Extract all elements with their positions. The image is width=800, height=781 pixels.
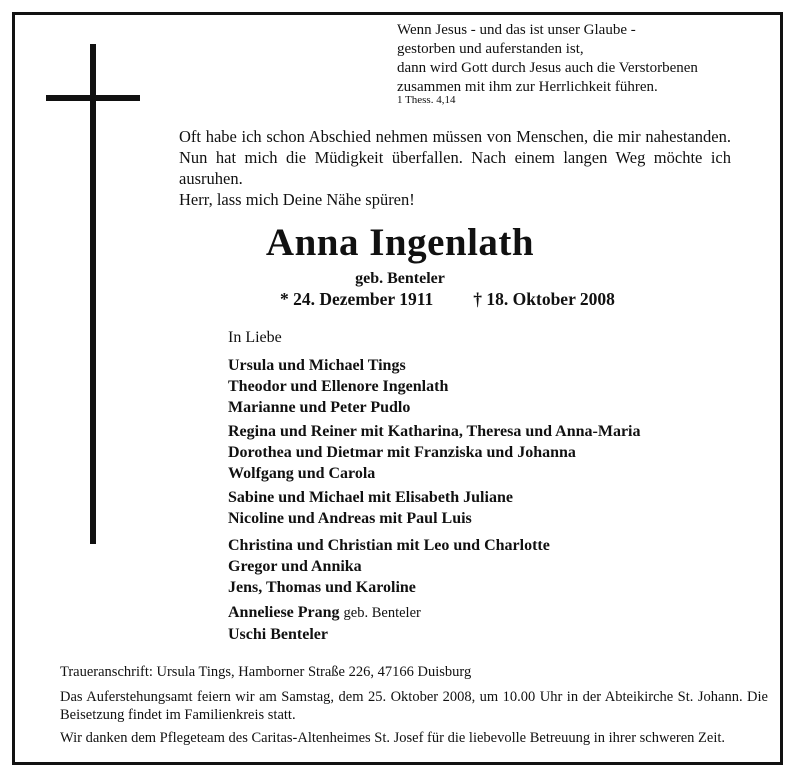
mourner-group bbox=[228, 487, 513, 529]
mourner-line: Jens, Thomas und Karoline bbox=[228, 579, 416, 596]
verse-line: gestorben und auferstanden ist, bbox=[397, 41, 584, 57]
mourner-line: Dorothea und Dietmar mit Franziska und Johanna bbox=[228, 444, 576, 461]
mourner-name: Anneliese Prang bbox=[228, 604, 340, 621]
verse-reference: 1 Thess. 4,14 bbox=[397, 94, 456, 106]
prayer-line: Herr, lass mich Deine Nähe spüren! bbox=[179, 190, 415, 209]
deceased-name: Anna Ingenlath bbox=[265, 221, 535, 264]
mourning-address: Traueranschrift: Ursula Tings, Hamborner Straße 226, 47166 Duisburg bbox=[60, 664, 472, 680]
mourner-line bbox=[228, 602, 421, 624]
thanks-note: Wir danken dem Pflegeteam des Caritas-Altenheimes St. Josef für die liebevolle Betreuung in ihrer schweren Zeit. bbox=[60, 730, 725, 746]
mourner-group bbox=[228, 602, 421, 645]
mourner-line: Theodor und Ellenore Ingenlath bbox=[228, 378, 449, 395]
farewell-poem: Oft habe ich schon Abschied nehmen müssen von Menschen, die mir nahestanden. Nun hat mich die Müdigkeit überfallen. Nach einem langen Weg möchte ich ausruhen. bbox=[179, 127, 731, 188]
in-love-intro: In Liebe bbox=[228, 329, 282, 346]
mourner-line: Sabine und Michael mit Elisabeth Juliane bbox=[228, 489, 513, 506]
mourner-line: Ursula und Michael Tings bbox=[228, 357, 406, 374]
mourner-group bbox=[228, 421, 641, 484]
bible-verse bbox=[397, 21, 767, 97]
life-dates bbox=[280, 289, 615, 310]
mourner-line: Regina und Reiner mit Katharina, Theresa und Anna-Maria bbox=[228, 423, 641, 440]
mourner-line: Marianne und Peter Pudlo bbox=[228, 399, 411, 416]
mourner-group bbox=[228, 355, 448, 418]
death-date: † 18. Oktober 2008 bbox=[473, 289, 615, 309]
verse-line: Wenn Jesus - und das ist unser Glaube - bbox=[397, 22, 636, 38]
birth-date: * 24. Dezember 1911 bbox=[280, 289, 434, 309]
service-info: Das Auferstehungsamt feiern wir am Samstag, dem 25. Oktober 2008, um 10.00 Uhr in der Abteikirche St. Johann. Die Beisetzung findet im Familienkreis statt. bbox=[60, 689, 768, 723]
mourner-line: Uschi Benteler bbox=[228, 626, 328, 643]
birth-name: geb. Benteler bbox=[355, 270, 445, 287]
mourner-line: Gregor und Annika bbox=[228, 558, 362, 575]
mourner-line: Wolfgang und Carola bbox=[228, 465, 376, 482]
verse-line: zusammen mit ihm zur Herrlichkeit führen. bbox=[397, 79, 658, 95]
mourner-birth-name: geb. Benteler bbox=[343, 605, 421, 621]
verse-line: dann wird Gott durch Jesus auch die Verstorbenen bbox=[397, 60, 698, 76]
mourner-line: Nicoline und Andreas mit Paul Luis bbox=[228, 510, 472, 527]
mourner-group bbox=[228, 535, 550, 598]
mourner-line: Christina und Christian mit Leo und Charlotte bbox=[228, 537, 550, 554]
